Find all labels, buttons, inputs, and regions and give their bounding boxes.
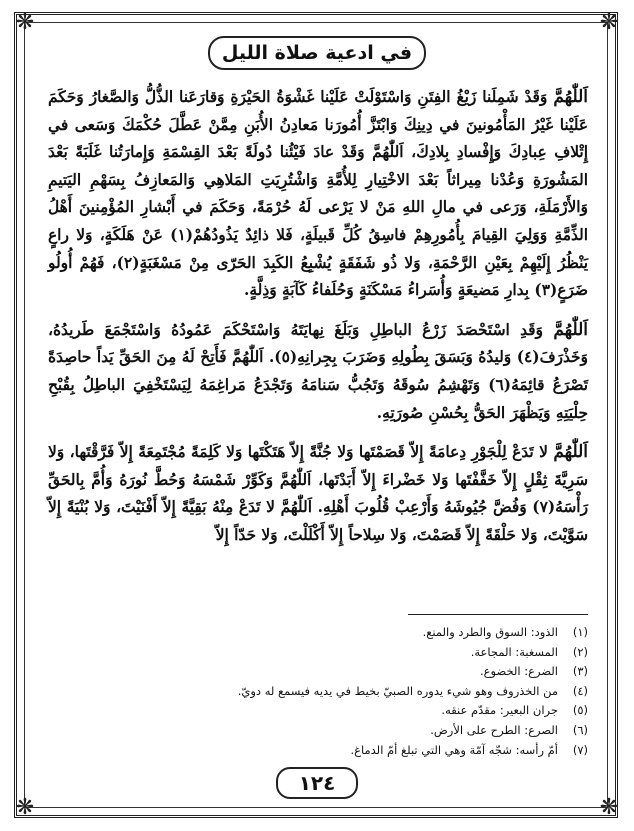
- footnote-item: [48, 701, 588, 721]
- page-number-box: [276, 767, 358, 799]
- footnote-number: (٤): [572, 683, 588, 698]
- footnote-text: الصرع: الطرح على الأرض.: [430, 722, 558, 737]
- footnote-divider: [408, 614, 588, 615]
- footnote-item: [48, 662, 588, 682]
- footnote-item: [48, 643, 588, 663]
- footnote-number: (٣): [572, 664, 588, 679]
- footnote-number: (٥): [572, 703, 588, 718]
- page-title: في ادعية صلاة الليل: [221, 42, 413, 64]
- corner-ornament-icon: ❋: [599, 10, 619, 35]
- footnote-number: (١): [572, 625, 588, 639]
- paragraph-1: [48, 84, 588, 305]
- footnote-text: الضرع: الخضوع.: [480, 664, 558, 679]
- paragraph-lead: اَللّٰهُمَّ: [553, 442, 588, 463]
- footnote-number: (٦): [572, 722, 588, 737]
- footnote-item: [48, 682, 588, 702]
- main-text: [48, 84, 588, 562]
- footnote-item: [48, 721, 588, 741]
- page-number: ١٢٤: [298, 771, 336, 795]
- footnote-text: المسغبة: المجاعة.: [470, 644, 558, 659]
- corner-ornament-icon: ❋: [599, 795, 619, 820]
- paragraph-text: وَقَدْ شَمِلَنا زَيْغُ الفِتَنِ وَاسْتَوْلَتْ عَلَيْنا غَشْوَةُ الحَيْرَةِ وَقارَعَنا الذُّلُّ وَالصَّغارُ وَحَكَمَ عَلَيْنا غَيْرُ المَأْمُونينَ في دِينِكَ وَابْتَزَّ أُمُورَنا مَعادِنُ الأُبَنِ مِمَّنْ عَطَّلَ حُكْمَكَ وَسَعى في إِتْلافِ عِبادِكَ وَإِفْسادِ بِلادِكَ، اَللّٰهُمَّ وَقَدْ عادَ فَيْئُنا دُولَةً بَعْدَ القِسْمَةِ وَإِمارَتُنا غَلَبَةً بَعْدَ المَشُورَةِ وَعُدْنا مِيراثاً بَعْدَ الاخْتِيارِ لِلأُمَّةِ وَاشْتُرِيَتِ المَلاهِي وَالمَعازِفُ بِسَهْمِ اليَتيمِ وَالأَرْمَلَةِ، وَرَعى في مالِ اللهِ مَنْ لا يَرْعى لَهُ حُرْمَةً، وَحَكَمَ في أَبْشارِ المُؤْمِنينَ أَهْلُ الذِّمَّةِ وَوَلِيَ القِيامَ بِأُمُورِهِمْ فاسِقُ كُلِّ قَبيلَةٍ، فَلا ذائِدٌ يَذُودُهُمْ(١) عَنْ هَلَكَةٍ، وَلا راعٍ يَنْظُرُ إِلَيْهِمْ بِعَيْنِ الرَّحْمَةِ، وَلا ذُو شَفَقَةٍ يُشْبِعُ الكَبِدَ الحَرّى مِنْ مَسْغَبَةٍ(٢)، فَهُمْ أُولُو ضَرَعٍ(٣) بِدارِ مَضيعَةٍ وَأُسَراءُ مَسْكَنَةٍ وَحُلَفاءُ كَآبَةٍ وَذِلَّةٍ.: [48, 88, 588, 300]
- paragraph-2: [48, 317, 588, 427]
- corner-ornament-icon: ❋: [15, 10, 35, 35]
- paragraph-text: لا تَدَعْ لِلْجَوْرِ دِعامَةً إِلاّ قَصَمْتَها وَلا جُنَّةً إِلاّ هَتَكْتَها وَلا كَلِمَةً مُجْتَمِعَةً إِلاّ فَرَّقْتَها، وَلا سَرِيَّةَ ثِقْلٍ إِلاّ خَفَّفْتَها وَلا خَضْراءَ إِلاّ أَبَدْتَها، اَللّٰهُمَّ وَكَوِّرْ شَمْسَهُ وَحُطَّ نُورَهُ وَأُمَّ بِالحَقِّ رَأْسَهُ(٧) وَفُضَّ جُيُوشَهُ وَأَرْعِبْ قُلُوبَ أَهْلِهِ. اَللّٰهُمَّ لا تَدَعْ مِنْهُ بَقِيَّةً إِلاّ أَفْنَيْتَ، وَلا بُنْيَةً إِلاّ سَوَّيْتَ، وَلا حَلْقَةً إِلاّ قَصَمْتَ، وَلا سِلاحاً إِلاّ أَكْلَلْتَ، وَلا حَدّاً إِلاّ: [48, 443, 588, 544]
- paragraph-text: وَقَدِ اسْتَحْصَدَ زَرْعُ الباطِلِ وَبَلَغَ نِهايَتَهُ وَاسْتَحْكَمَ عَمُودُهُ وَاسْتَجْمَعَ طَريدُهُ، وَخَذْرَفَ(٤) وَليدُهُ وَبَسَقَ بِطُولِهِ وَضَرَبَ بِجِرانِهِ(٥). اَللّٰهُمَّ فَأَتِحْ لَهُ مِنَ الحَقِّ يَداً حاصِدَةً تَصْرَعُ قائِمَهُ(٦) وَتَهْشِمُ سُوقَهُ وَتَجُبُّ سَنامَهُ وَتَجْدَعُ مَراغِمَهُ لِيَسْتَخْفِيَ الباطِلُ بِقُبْحِ حِلْيَتِهِ وَيَظْهَرَ الحَقُّ بِحُسْنِ صُورَتِهِ.: [48, 320, 588, 422]
- footnote-text: أمّ رأسه: شجّه آمّة وهي التي تبلغ أمّ الدماغ.: [350, 742, 558, 757]
- footnote-text: من الخذروف وهو شيء يدوره الصبيّ بخيط في يديه فيسمع له دويّ.: [237, 683, 558, 698]
- footnote-text: الذود: السوق والطرد والمنع.: [422, 625, 558, 639]
- corner-ornament-icon: ❋: [15, 795, 35, 820]
- footnote-text: جران البعير: مقدّم عنقه.: [441, 703, 558, 718]
- footnote-number: (٢): [572, 644, 588, 659]
- footnotes: [48, 614, 588, 760]
- paragraph-3: [48, 439, 588, 549]
- footnote-item: [48, 623, 588, 643]
- footnote-number: (٧): [572, 742, 588, 757]
- footnote-item: [48, 741, 588, 761]
- paragraph-lead: اَللّٰهُمَّ: [553, 87, 588, 107]
- page-header: [208, 36, 426, 70]
- paragraph-lead: اَللّٰهُمَّ: [553, 319, 588, 340]
